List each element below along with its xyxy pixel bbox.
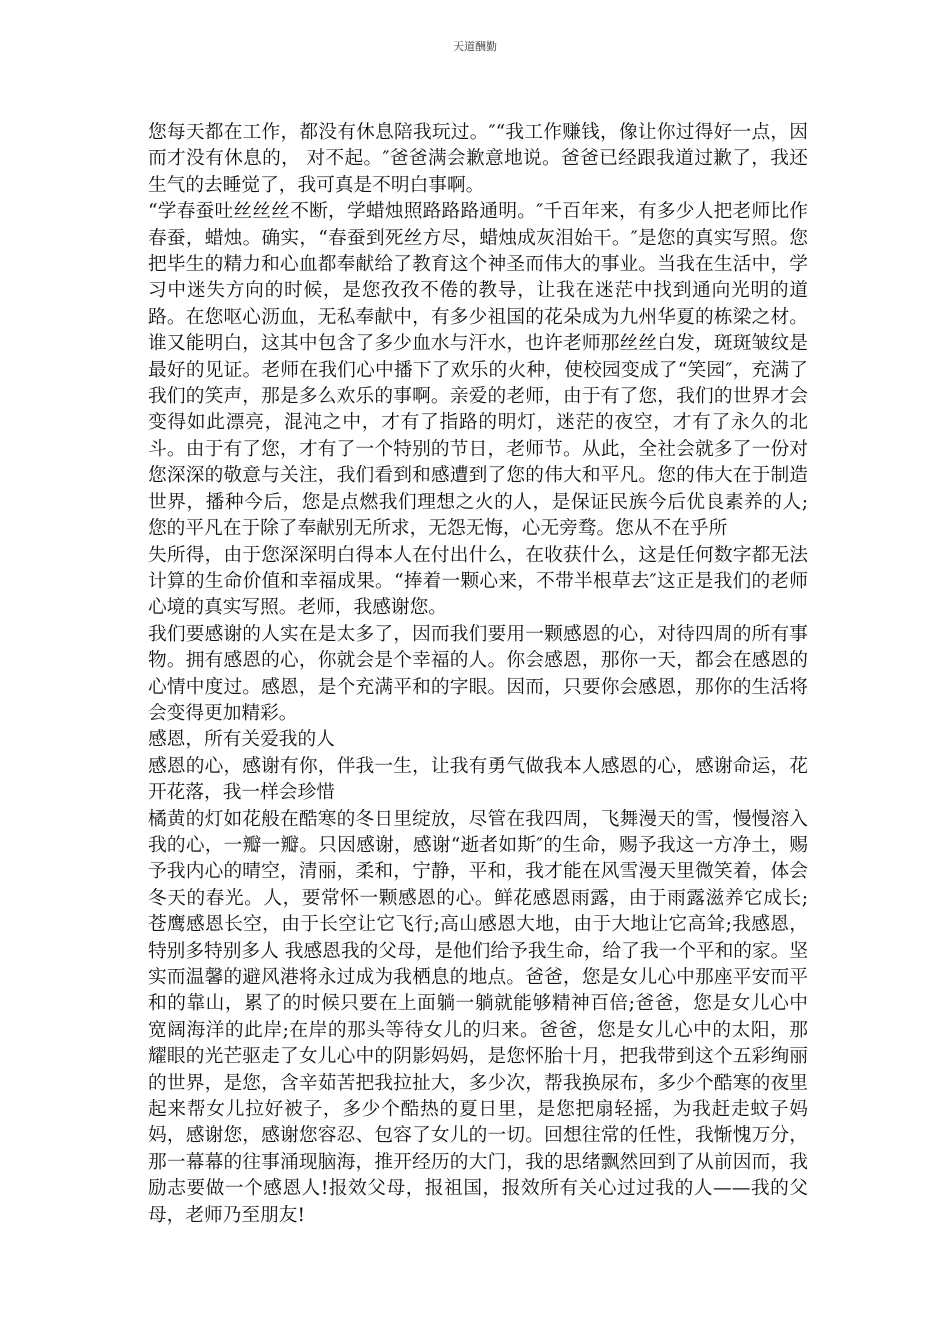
page-header: 天道酬勤 bbox=[453, 40, 497, 53]
paragraph: 感恩，所有关爱我的人 bbox=[148, 729, 335, 751]
paragraph: 您每天都在工作，都没有休息陪我玩过。″“我工作赚钱，像让你过得好一点，因而才没有休息的， 对不起。″爸爸满会歉意地说。爸爸已经跟我道过歉了，我还生气的去睡觉了，我可真是不明白事啊。 bbox=[148, 122, 808, 196]
paragraph: “学春蚕吐丝丝丝不断，学蜡烛照路路路通明。″千百年来，有多少人把老师比作春蚕，蜡烛。确实，“春蚕到死丝方尽，蜡烛成灰泪始干。″是您的真实写照。您把毕生的精力和心血都奉献给了教育这个神圣而伟大的事业。当我在生活中，学习中迷失方向的时候，是您孜孜不倦的教导，让我在迷茫中找到通向光明的道路。在您呕心沥血，无私奉献中，有多少祖国的花朵成为九州华夏的栋梁之材。谁又能明白，这其中包含了多少血水与汗水，也许老师那丝丝白发，斑斑皱纹是最好的见证。老师在我们心中播下了欢乐的火种，使校园变成了“笑园″，充满了我们的笑声，那是多么欢乐的事啊。亲爱的老师，由于有了您，我们的世界才会变得如此漂亮，混沌之中，才有了指路的明灯，迷茫的夜空，才有了永久的北斗。由于有了您，才有了一个特别的节日，老师节。从此，全社会就多了一份对您深深的敬意与关注，我们看到和感遭到了您的伟大和平凡。您的伟大在于制造世界，播种今后，您是点燃我们理想之火的人，是保证民族今后优良素养的人;您的平凡在于除了奉献别无所求，无怨无悔，心无旁骛。您从不在乎所 bbox=[148, 201, 808, 540]
paragraph: 我们要感谢的人实在是太多了，因而我们要用一颗感恩的心，对待四周的所有事物。拥有感恩的心，你就会是个幸福的人。你会感恩，那你一天，都会在感恩的心情中度过。感恩，是个充满平和的字眼。因而，只要你会感恩，那你的生活将会变得更加精彩。 bbox=[148, 623, 808, 724]
document-body bbox=[148, 120, 808, 1229]
paragraph: 橘黄的灯如花般在酷寒的冬日里绽放，尽管在我四周，飞舞漫天的雪，慢慢溶入我的心，一瓣一瓣。只因感谢，感谢“逝者如斯″的生命，赐予我这一方净土，赐予我内心的晴空，清丽，柔和，宁静，平和，我才能在风雪漫天里微笑着，体会冬天的春光。人，要常怀一颗感恩的心。鲜花感恩雨露，由于雨露滋养它成长;苍鹰感恩长空，由于长空让它飞行;高山感恩大地，由于大地让它高耸;我感恩，特别多特别多人 我感恩我的父母，是他们给予我生命，给了我一个平和的家。坚实而温馨的避风港将永过成为我栖息的地点。爸爸，您是女儿心中那座平安而平和的靠山，累了的时候只要在上面躺一躺就能够精神百倍;爸爸，您是女儿心中宽阔海洋的此岸;在岸的那头等待女儿的归来。爸爸，您是女儿心中的太阳，那耀眼的光芒驱走了女儿心中的阴影妈妈，是您怀胎十月，把我带到这个五彩绚丽的世界，是您，含辛茹苦把我拉扯大，多少次，帮我换尿布，多少个酷寒的夜里起来帮女儿拉好被子，多少个酷热的夏日里，是您把扇轻摇，为我赶走蚊子妈妈，感谢您，感谢您容忍、包容了女儿的一切。回想往常的任性，我惭愧万分，那一幕幕的往事涌现脑海，推开经历的大门，我的思绪飘然回到了从前因而，我励志要做一个感恩人!报效父母，报祖国，报效所有关心过过我的人——我的父母，老师乃至朋友! bbox=[148, 808, 809, 1226]
paragraph: 感恩的心，感谢有你，伴我一生，让我有勇气做我本人感恩的心，感谢命运，花开花落，我一样会珍惜 bbox=[148, 755, 808, 804]
paragraph: 失所得，由于您深深明白得本人在付出什么，在收获什么，这是任何数字都无法计算的生命价值和幸福成果。“捧着一颗心来，不带半根草去″这正是我们的老师心境的真实写照。老师，我感谢您。 bbox=[148, 544, 808, 619]
